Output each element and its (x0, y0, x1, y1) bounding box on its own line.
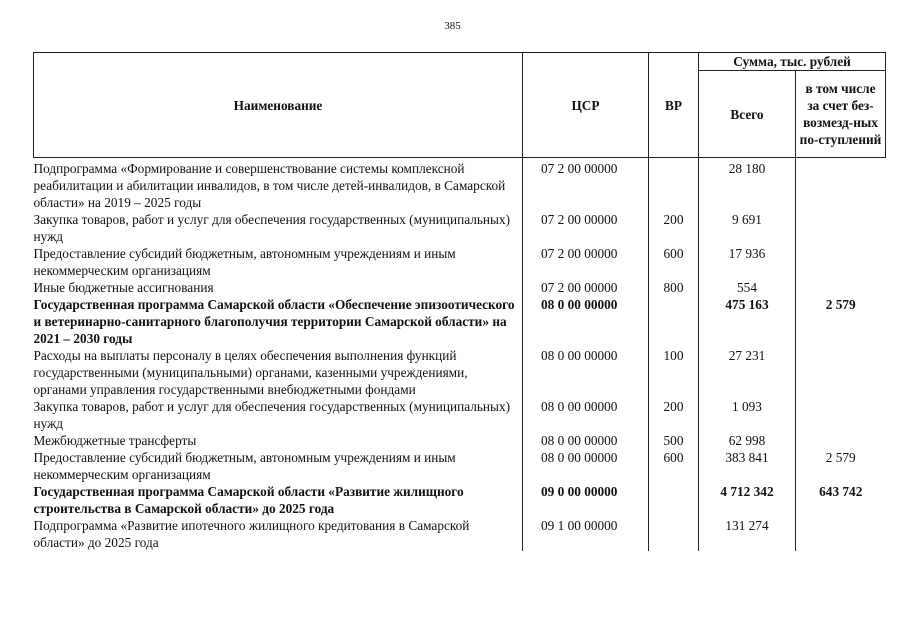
row-name: Иные бюджетные ассигнования (34, 279, 523, 296)
row-name: Межбюджетные трансферты (34, 432, 523, 449)
table-body (34, 158, 886, 552)
row-vr: 600 (649, 449, 699, 483)
row-name: Предоставление субсидий бюджетным, автономным учреждениям и иным некоммерческим организациям (34, 245, 523, 279)
row-vr (649, 483, 699, 517)
row-gratuitous: 2 579 (796, 449, 886, 483)
row-total: 554 (699, 279, 796, 296)
row-total: 17 936 (699, 245, 796, 279)
table-row (34, 483, 886, 517)
row-total: 28 180 (699, 158, 796, 212)
row-vr: 800 (649, 279, 699, 296)
row-name: Подпрограмма «Развитие ипотечного жилищного кредитования в Самарской области» до 2025 года (34, 517, 523, 551)
row-csr: 07 2 00 00000 (523, 158, 649, 212)
table-row (34, 279, 886, 296)
row-total: 131 274 (699, 517, 796, 551)
row-vr: 600 (649, 245, 699, 279)
row-gratuitous (796, 517, 886, 551)
header-vr: ВР (649, 53, 699, 158)
row-vr: 100 (649, 347, 699, 398)
header-name: Наименование (34, 53, 523, 158)
table-row (34, 449, 886, 483)
table-row (34, 398, 886, 432)
table-header (34, 53, 886, 158)
row-name: Подпрограмма «Формирование и совершенствование системы комплексной реабилитации и абилитации инвалидов, в том числе детей-инвалидов, в Самарской области» на 2019 – 2025 годы (34, 158, 523, 212)
row-name: Закупка товаров, работ и услуг для обеспечения государственных (муниципальных) нужд (34, 211, 523, 245)
row-csr: 08 0 00 00000 (523, 296, 649, 347)
row-gratuitous: 643 742 (796, 483, 886, 517)
row-name: Государственная программа Самарской области «Развитие жилищного строительства в Самарской области» до 2025 года (34, 483, 523, 517)
row-gratuitous (796, 432, 886, 449)
row-name: Закупка товаров, работ и услуг для обеспечения государственных (муниципальных) нужд (34, 398, 523, 432)
page-number: 385 (444, 20, 461, 32)
row-vr: 500 (649, 432, 699, 449)
row-total: 4 712 342 (699, 483, 796, 517)
header-csr: ЦСР (523, 53, 649, 158)
row-vr (649, 517, 699, 551)
row-csr: 07 2 00 00000 (523, 279, 649, 296)
header-sum-group: Сумма, тыс. рублей (699, 53, 886, 71)
row-name: Предоставление субсидий бюджетным, автономным учреждениям и иным некоммерческим организациям (34, 449, 523, 483)
table-row (34, 245, 886, 279)
row-csr: 07 2 00 00000 (523, 245, 649, 279)
row-gratuitous (796, 398, 886, 432)
row-csr: 08 0 00 00000 (523, 347, 649, 398)
row-total: 1 093 (699, 398, 796, 432)
row-csr: 08 0 00 00000 (523, 432, 649, 449)
row-total: 9 691 (699, 211, 796, 245)
row-csr: 09 1 00 00000 (523, 517, 649, 551)
row-vr: 200 (649, 398, 699, 432)
row-name: Государственная программа Самарской области «Обеспечение эпизоотического и ветеринарно-санитарного благополучия территории Самарской области» на 2021 – 2030 годы (34, 296, 523, 347)
row-gratuitous: 2 579 (796, 296, 886, 347)
row-gratuitous (796, 158, 886, 212)
row-vr (649, 158, 699, 212)
row-csr: 07 2 00 00000 (523, 211, 649, 245)
row-total: 27 231 (699, 347, 796, 398)
header-total: Всего (699, 71, 796, 158)
row-gratuitous (796, 211, 886, 245)
header-gratuitous: в том числе за счет без-возмезд-ных по-ступлений (796, 71, 886, 158)
table-row (34, 211, 886, 245)
row-total: 62 998 (699, 432, 796, 449)
row-gratuitous (796, 347, 886, 398)
row-total: 383 841 (699, 449, 796, 483)
row-total: 475 163 (699, 296, 796, 347)
row-gratuitous (796, 245, 886, 279)
row-csr: 09 0 00 00000 (523, 483, 649, 517)
budget-table (33, 52, 886, 551)
row-csr: 08 0 00 00000 (523, 398, 649, 432)
table-row (34, 347, 886, 398)
row-vr: 200 (649, 211, 699, 245)
row-vr (649, 296, 699, 347)
row-name: Расходы на выплаты персоналу в целях обеспечения выполнения функций государственными (муниципальными) органами, казенными учреждениями, органами управления государственными внебюджетными фондами (34, 347, 523, 398)
table-row (34, 432, 886, 449)
table-row (34, 158, 886, 212)
table-row (34, 517, 886, 551)
row-gratuitous (796, 279, 886, 296)
table-row (34, 296, 886, 347)
row-csr: 08 0 00 00000 (523, 449, 649, 483)
